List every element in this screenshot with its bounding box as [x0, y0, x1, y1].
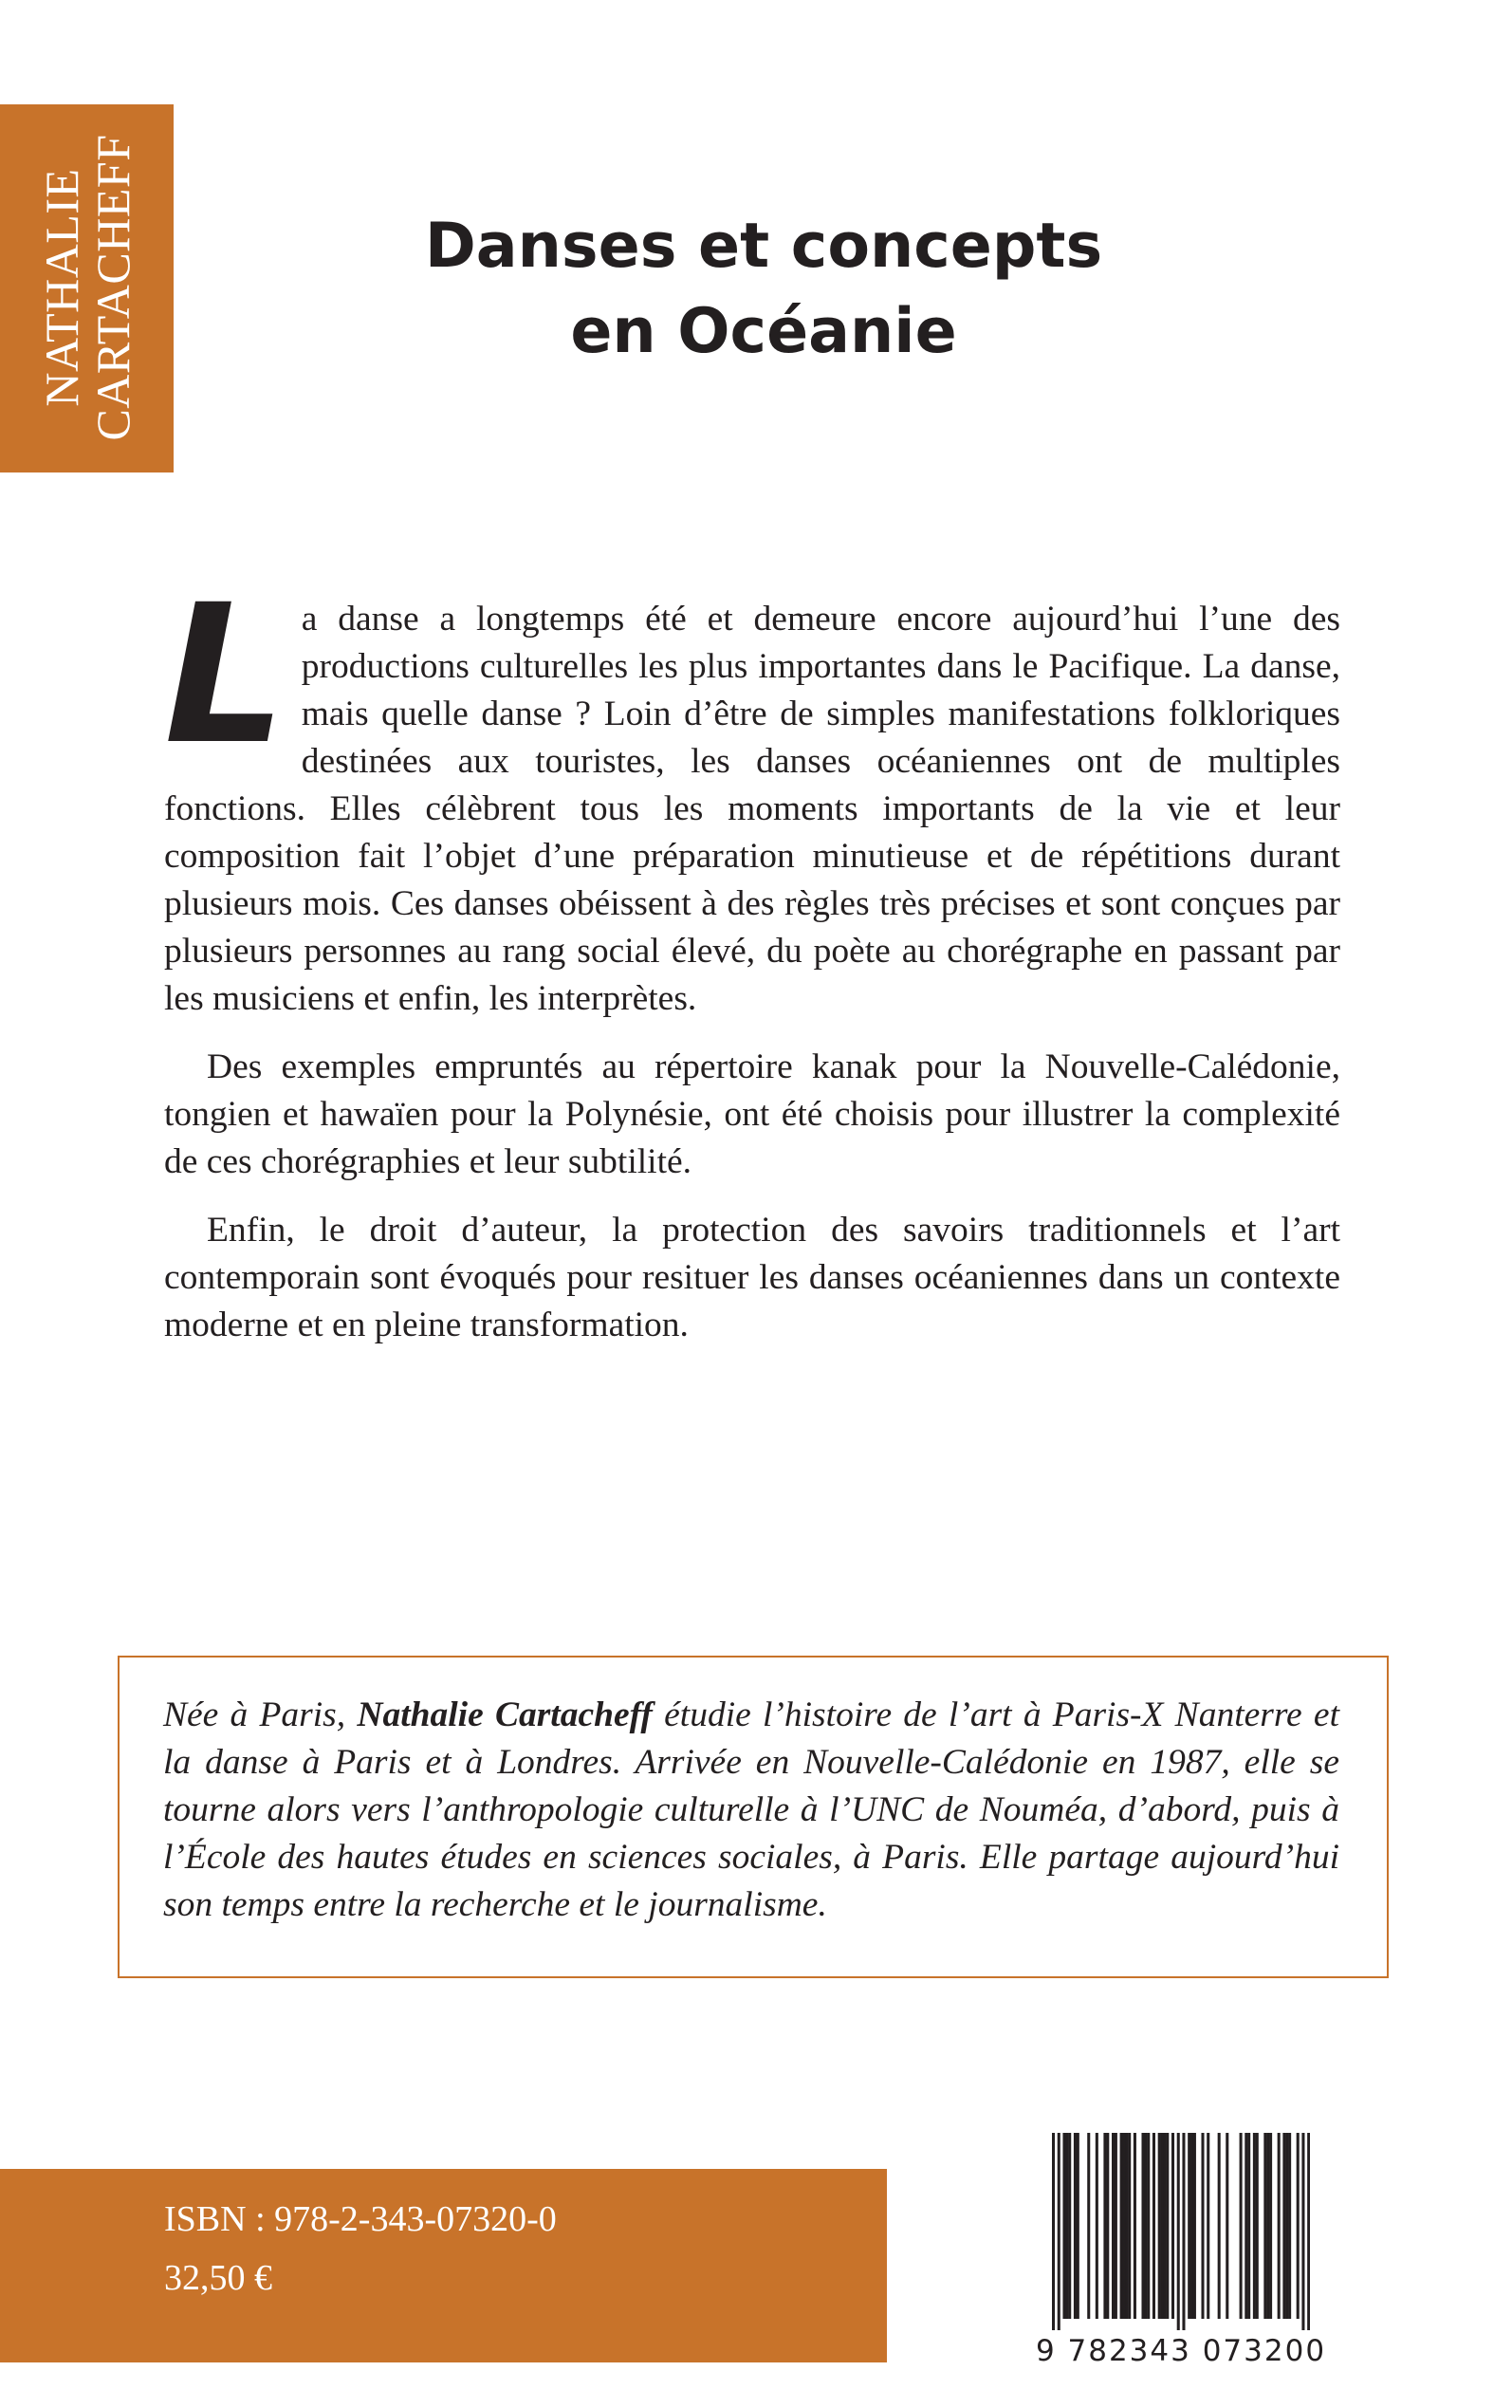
barcode-bar: [1068, 2133, 1071, 2319]
barcode-bar: [1058, 2133, 1060, 2330]
barcode-bar: [1147, 2133, 1150, 2319]
book-price: 32,50 €: [164, 2258, 272, 2298]
barcode-bar: [1166, 2133, 1169, 2319]
book-title: [285, 204, 1243, 375]
bio-author-name: Nathalie Cartacheff: [357, 1695, 653, 1734]
barcode-bar: [1144, 2133, 1147, 2319]
drop-cap: L: [164, 563, 286, 787]
barcode-bar: [1207, 2133, 1209, 2319]
barcode-bar: [1256, 2133, 1259, 2319]
barcode-bars: [1052, 2133, 1310, 2332]
bio-rest: étudie l’histoire de l’art à Paris-X Nanterre et la danse à Paris et à Londres. Arrivée en Nouvelle-Calédonie en 1987, elle se tourne alors vers l’anthropologie culturelle à l’UNC de Nouméa, d’abord, puis à l’École des hautes études en sciences sociales, à Paris. Elle partage aujourd’hui son temps entre la recherche et le journalisme.: [163, 1695, 1339, 1924]
spine-author-last-name: CARTACHEFF: [86, 134, 139, 441]
isbn-number: ISBN : 978-2-343-07320-0: [164, 2199, 557, 2239]
barcode-bar: [1177, 2133, 1180, 2330]
barcode-digits: 9 782343 073200: [1035, 2334, 1327, 2368]
barcode-bar: [1253, 2133, 1256, 2319]
barcode-bar: [1120, 2133, 1123, 2319]
barcode-bar: [1201, 2133, 1204, 2319]
barcode-bar: [1106, 2133, 1109, 2319]
barcode-bar: [1218, 2133, 1221, 2319]
barcode-bar: [1171, 2133, 1174, 2319]
barcode-bar: [1269, 2133, 1272, 2319]
author-bio-box: [118, 1656, 1389, 1978]
barcode-bar: [1226, 2133, 1228, 2319]
barcode-bar: [1128, 2133, 1131, 2319]
barcode-bar: [1103, 2133, 1106, 2319]
barcode-bar: [1282, 2133, 1285, 2319]
barcode-bar: [1188, 2133, 1190, 2319]
barcode-bar: [1240, 2133, 1243, 2319]
barcode-bar: [1134, 2133, 1136, 2319]
barcode-bar: [1288, 2133, 1291, 2319]
barcode-bar: [1161, 2133, 1164, 2319]
barcode-bar: [1152, 2133, 1155, 2319]
barcode-bar: [1301, 2133, 1304, 2330]
barcode-bar: [1112, 2133, 1115, 2319]
barcode-bar: [1190, 2133, 1193, 2319]
barcode-bar: [1062, 2133, 1065, 2319]
barcode-bar: [1182, 2133, 1185, 2330]
blurb-paragraph-3: Enfin, le droit d’auteur, la protection des savoirs traditionnels et l’art contemporain sont évoqués pour resituer les danses océaniennes dans un contexte moderne et en pleine transformation.: [164, 1211, 1340, 1344]
spine-author-name: [36, 134, 138, 440]
barcode-bar: [1122, 2133, 1125, 2319]
barcode-bar: [1247, 2133, 1250, 2319]
barcode-bar: [1307, 2133, 1310, 2330]
barcode-bar: [1266, 2133, 1269, 2319]
barcode-bar: [1163, 2133, 1166, 2319]
barcode-bar: [1285, 2133, 1288, 2319]
barcode-bar: [1263, 2133, 1266, 2319]
bio-lead: Née à Paris,: [163, 1695, 358, 1734]
barcode-bar: [1158, 2133, 1161, 2319]
isbn-price-band: [0, 2169, 887, 2362]
barcode-bar: [1141, 2133, 1144, 2319]
barcode-bar: [1096, 2133, 1098, 2319]
barcode-bar: [1193, 2133, 1196, 2319]
blurb-paragraph-1: [164, 563, 1340, 1023]
book-title-line-1: Danses et concepts: [424, 211, 1103, 282]
author-bio-text: [163, 1692, 1339, 1929]
blurb-paragraph-1-text: a danse a longtemps été et demeure encore aujourd’hui l’une des productions culturelles les plus importantes dans le Pacifique. La danse, mais quelle danse ? Loin d’être de simples manifestations folkloriques destinées aux touristes, les danses océaniennes ont de multiples fonctions. Elles célèbrent tous les moments importants de la vie et leur composition fait l’objet d’une préparation minutieuse et de répétitions durant plusieurs mois. Ces danses obéissent à des règles très précises et sont conçues par plusieurs personnes au rang social élevé, du poète au chorégraphe en passant par les musiciens et enfin, les interprètes.: [164, 600, 1340, 1018]
barcode-bar: [1065, 2133, 1068, 2319]
barcode-bar: [1052, 2133, 1055, 2330]
barcode-bar: [1297, 2133, 1300, 2319]
barcode-bar: [1077, 2133, 1079, 2319]
barcode-bar: [1245, 2133, 1247, 2319]
barcode-bar: [1115, 2133, 1117, 2319]
barcode-bar: [1087, 2133, 1090, 2319]
back-cover-blurb: [164, 563, 1340, 1370]
spine-author-first-name: NATHALIE: [35, 168, 88, 407]
barcode-bar: [1278, 2133, 1281, 2319]
barcode-bar: [1074, 2133, 1077, 2319]
barcode-bar: [1125, 2133, 1128, 2319]
book-title-line-2: en Océanie: [570, 296, 957, 367]
blurb-paragraph-2: Des exemples empruntés au répertoire kanak pour la Nouvelle-Calédonie, tongien et hawaïen pour la Polynésie, ont été choisis pour illustrer la complexité de ces chorégraphies et leur subtilité.: [164, 1047, 1340, 1181]
barcode: [1029, 2133, 1333, 2368]
